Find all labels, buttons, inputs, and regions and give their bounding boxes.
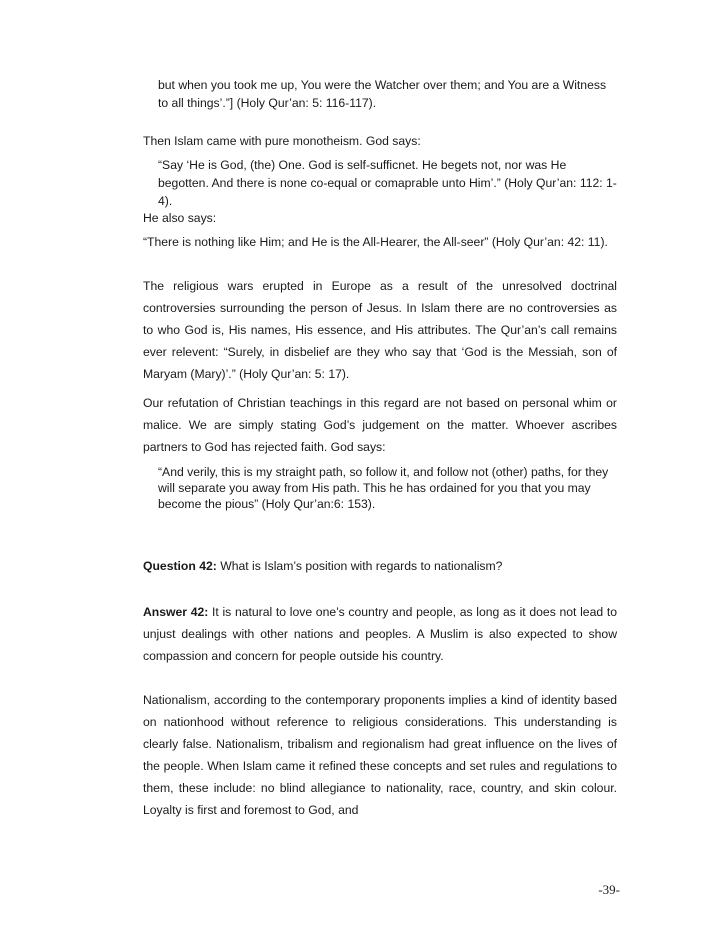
answer-label: Answer 42:: [143, 605, 209, 619]
answer-text: It is natural to love one’s country and people, as long as it does not lead to unjust dealings with other nations and peoples. A Muslim is also expected to show compassion and concern for people outside his country.: [143, 605, 617, 663]
quote-quran-5-116: but when you took me up, You were the Watcher over them; and You are a Witness to all things’.”] (Holy Qur’an: 5: 116-117).: [158, 78, 607, 110]
paragraph-then-islam: Then Islam came with pure monotheism. God says:: [143, 134, 421, 148]
question-text: What is Islam’s position with regards to nationalism?: [216, 559, 503, 573]
answer-42: [143, 601, 617, 667]
paragraph-refutation: Our refutation of Christian teachings in this regard are not based on personal whim or malice. We are simply stating God’s judgement on the matter. Whoever ascribes partners to God has rejected faith. God says:: [143, 396, 617, 454]
question-label: Question 42:: [143, 559, 217, 573]
question-42: [143, 557, 617, 575]
quote-quran-42-11: “There is nothing like Him; and He is the All-Hearer, the All-seer” (Holy Qur’an: 42: 11).: [143, 235, 608, 249]
paragraph-he-also-says: He also says:: [143, 211, 217, 225]
paragraph-nationalism: Nationalism, according to the contemporary proponents implies a kind of identity based on nationhood without reference to religious considerations. This understanding is clearly false. Nationalism, tribalism and regionalism had great influence on the lives of the people. When Islam came it refined these concepts and set rules and regulations to them, these include: no blind allegiance to nationality, race, country, and skin colour. Loyalty is first and foremost to God, and: [143, 693, 617, 817]
paragraph-religious-wars: The religious wars erupted in Europe as a result of the unresolved doctrinal controversies surrounding the person of Jesus. In Islam there are no controversies as to who God is, His names, His essence, and His attributes. The Qur’an’s call remains ever relevent: “Surely, in disbelief are they who say that ‘God is the Messiah, son of Maryam (Mary)’.” (Holy Qur’an: 5: 17).: [143, 279, 617, 381]
quote-quran-112: “Say ‘He is God, (the) One. God is self-sufficnet. He begets not, nor was He begotten. And there is none co-equal or comaprable unto Him’.” (Holy Qur’an: 112: 1-4).: [158, 158, 617, 208]
quote-quran-6-153: “And verily, this is my straight path, so follow it, and follow not (other) paths, for they will separate you away from His path. This he has ordained for you that you may become the pious” (Holy Qur’an:6: 153).: [158, 465, 609, 511]
page-number: -39-: [598, 882, 620, 897]
